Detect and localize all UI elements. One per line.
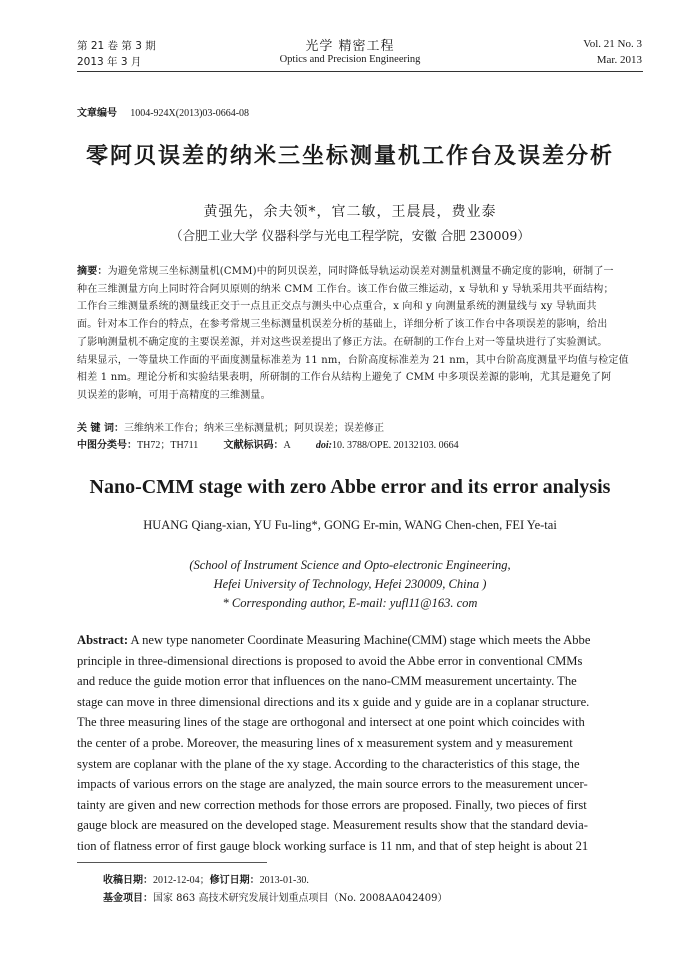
- abstract-cn-line: 贝误差的影响，可用于高精度的三维测量。: [77, 389, 271, 401]
- paper-title-en: Nano-CMM stage with zero Abbe error and its error analysis: [89, 476, 611, 498]
- footnote-rule: [77, 862, 267, 863]
- abstract-en-line: impacts of various errors on the stage are analyzed, the main source errors to the measurement uncer-: [77, 777, 588, 792]
- article-number: [77, 104, 249, 119]
- received-value: 2012-12-04；: [153, 875, 210, 886]
- classification-line: [77, 436, 459, 451]
- doi-label: doi:: [315, 440, 333, 451]
- journal-title-en: Optics and Precision Engineering: [279, 54, 421, 65]
- received-label: 收稿日期：: [103, 875, 153, 886]
- received-dates: [103, 871, 309, 886]
- abstract-cn-line: 为避免常规三坐标测量机(CMM)中的阿贝误差，同时降低导轨运动误差对测量机测量不确定度的影响，研制了一: [107, 266, 614, 277]
- document-code-label: 文献标识码：: [223, 440, 284, 451]
- authors-en: HUANG Qiang-xian, YU Fu-ling*, GONG Er-min, WANG Chen-chen, FEI Ye-tai: [143, 518, 557, 532]
- abstract-en: [77, 630, 647, 857]
- fund-item: [103, 889, 447, 904]
- abstract-en-line: and reduce the guide motion error that influences on the nano-CMM measurement uncertainty. The: [77, 674, 577, 689]
- abstract-cn: [77, 263, 647, 405]
- abstract-en-line: tion of flatness error of first gauge block working surface is 11 nm, and that of step height is about 21: [77, 838, 589, 853]
- paper-title-cn: 零阿贝误差的纳米三坐标测量机工作台及误差分析: [85, 144, 615, 169]
- affiliation-en: [189, 556, 510, 613]
- keywords-label: 关 键 词：: [77, 423, 124, 434]
- abstract-cn-line: 了影响测量机不确定度的主要误差源，并对这些误差提出了修正方法。在研制的工作台上对一等量块进行了实验测试。: [77, 336, 608, 348]
- abstract-en-line: tainty are given and new correction methods for those errors are proposed. Finally, two pieces of first: [77, 797, 587, 812]
- abstract-en-line: The three measuring lines of the stage are orthogonal and intersect at one point which coincides with: [77, 715, 585, 730]
- header-rule: [77, 71, 643, 72]
- revised-value: 2013-01-30.: [259, 875, 309, 886]
- revised-label: 修订日期：: [209, 875, 260, 886]
- doi-value: 10. 3788/OPE. 20132103. 0664: [332, 440, 459, 451]
- article-number-label: 文章编号: [77, 108, 117, 119]
- abstract-en-line: A new type nanometer Coordinate Measuring Machine(CMM) stage which meets the Abbe: [128, 633, 591, 647]
- abstract-en-line: stage can move in three dimensional directions and its x guide and y guide are in a coplanar structure.: [77, 694, 590, 709]
- abstract-cn-line: 种在三维测量方向上同时符合阿贝原则的纳米 CMM 工作台。该工作台做三维运动，x 导轨和 y 导轨采用共平面结构；: [77, 283, 614, 295]
- abstract-en-line: system are coplanar with the plane of the xy stage. According to the characteristics of this stage, the: [77, 756, 580, 771]
- abstract-en-label: Abstract:: [77, 633, 129, 647]
- abstract-cn-line: 结果显示，一等量块工作面的平面度测量标准差为 11 nm，台阶高度标准差为 21 nm，其中台阶高度测量平均值与检定值: [77, 354, 629, 366]
- affiliation-cn: （合肥工业大学 仪器科学与光电工程学院，安徽 合肥 230009）: [170, 228, 530, 243]
- affiliation-en-line: Hefei University of Technology, Hefei 230009, China ): [213, 577, 487, 591]
- abstract-cn-line: 工作台三维测量系统的测量线正交于一点且正交点与测头中心点重合，x 向和 y 向测量系统的测量线与 xy 导轨面共: [77, 301, 597, 313]
- article-number-value: 1004-924X(2013)03-0664-08: [130, 108, 250, 119]
- corresponding-author: * Corresponding author, E-mail: yufl11@163. com: [222, 596, 478, 610]
- journal-title-cn: 光学 精密工程: [305, 39, 395, 54]
- keywords-cn: [77, 419, 384, 434]
- abstract-en-line: gauge block are measured on the developed stage. Measurement results show that the standard devia-: [77, 818, 588, 833]
- keywords-text: 三维纳米工作台；纳米三坐标测量机；阿贝误差；误差修正: [123, 423, 384, 434]
- volume-issue-en: Vol. 21 No. 3: [583, 38, 642, 50]
- clc-label: 中图分类号：: [77, 440, 137, 451]
- fund-value: 国家 863 高技术研究发展计划重点项目（No. 2008AA042409）: [153, 893, 448, 904]
- document-code-value: A: [283, 440, 291, 451]
- affiliation-en-line: (School of Instrument Science and Opto-electronic Engineering,: [189, 558, 511, 572]
- abstract-en-line: the center of a probe. Moreover, the measuring lines of x measurement system and y measurement: [77, 735, 573, 750]
- clc-value: TH72；TH711: [137, 440, 199, 451]
- abstract-en-line: principle in three-dimensional directions is proposed to avoid the Abbe error in conventional CMMs: [77, 653, 583, 668]
- date-cn: 2013 年 3 月: [77, 56, 142, 68]
- date-en: Mar. 2013: [596, 54, 642, 66]
- abstract-cn-line: 相差 1 nm。理论分析和实验结果表明，所研制的工作台从结构上避免了 CMM 中多项误差源的影响，尤其是避免了阿: [77, 372, 612, 384]
- volume-issue-cn: 第 21 卷 第 3 期: [77, 40, 156, 52]
- abstract-cn-label: 摘要：: [77, 266, 108, 277]
- abstract-cn-line: 面。针对本工作台的特点，在参考常规三坐标测量机误差分析的基础上，详细分析了该工作台中各项误差的影响，给出: [77, 319, 608, 331]
- authors-cn: 黄强先，余夫领*，官二敏，王晨晨，费业泰: [203, 204, 497, 220]
- fund-label: 基金项目：: [103, 893, 153, 904]
